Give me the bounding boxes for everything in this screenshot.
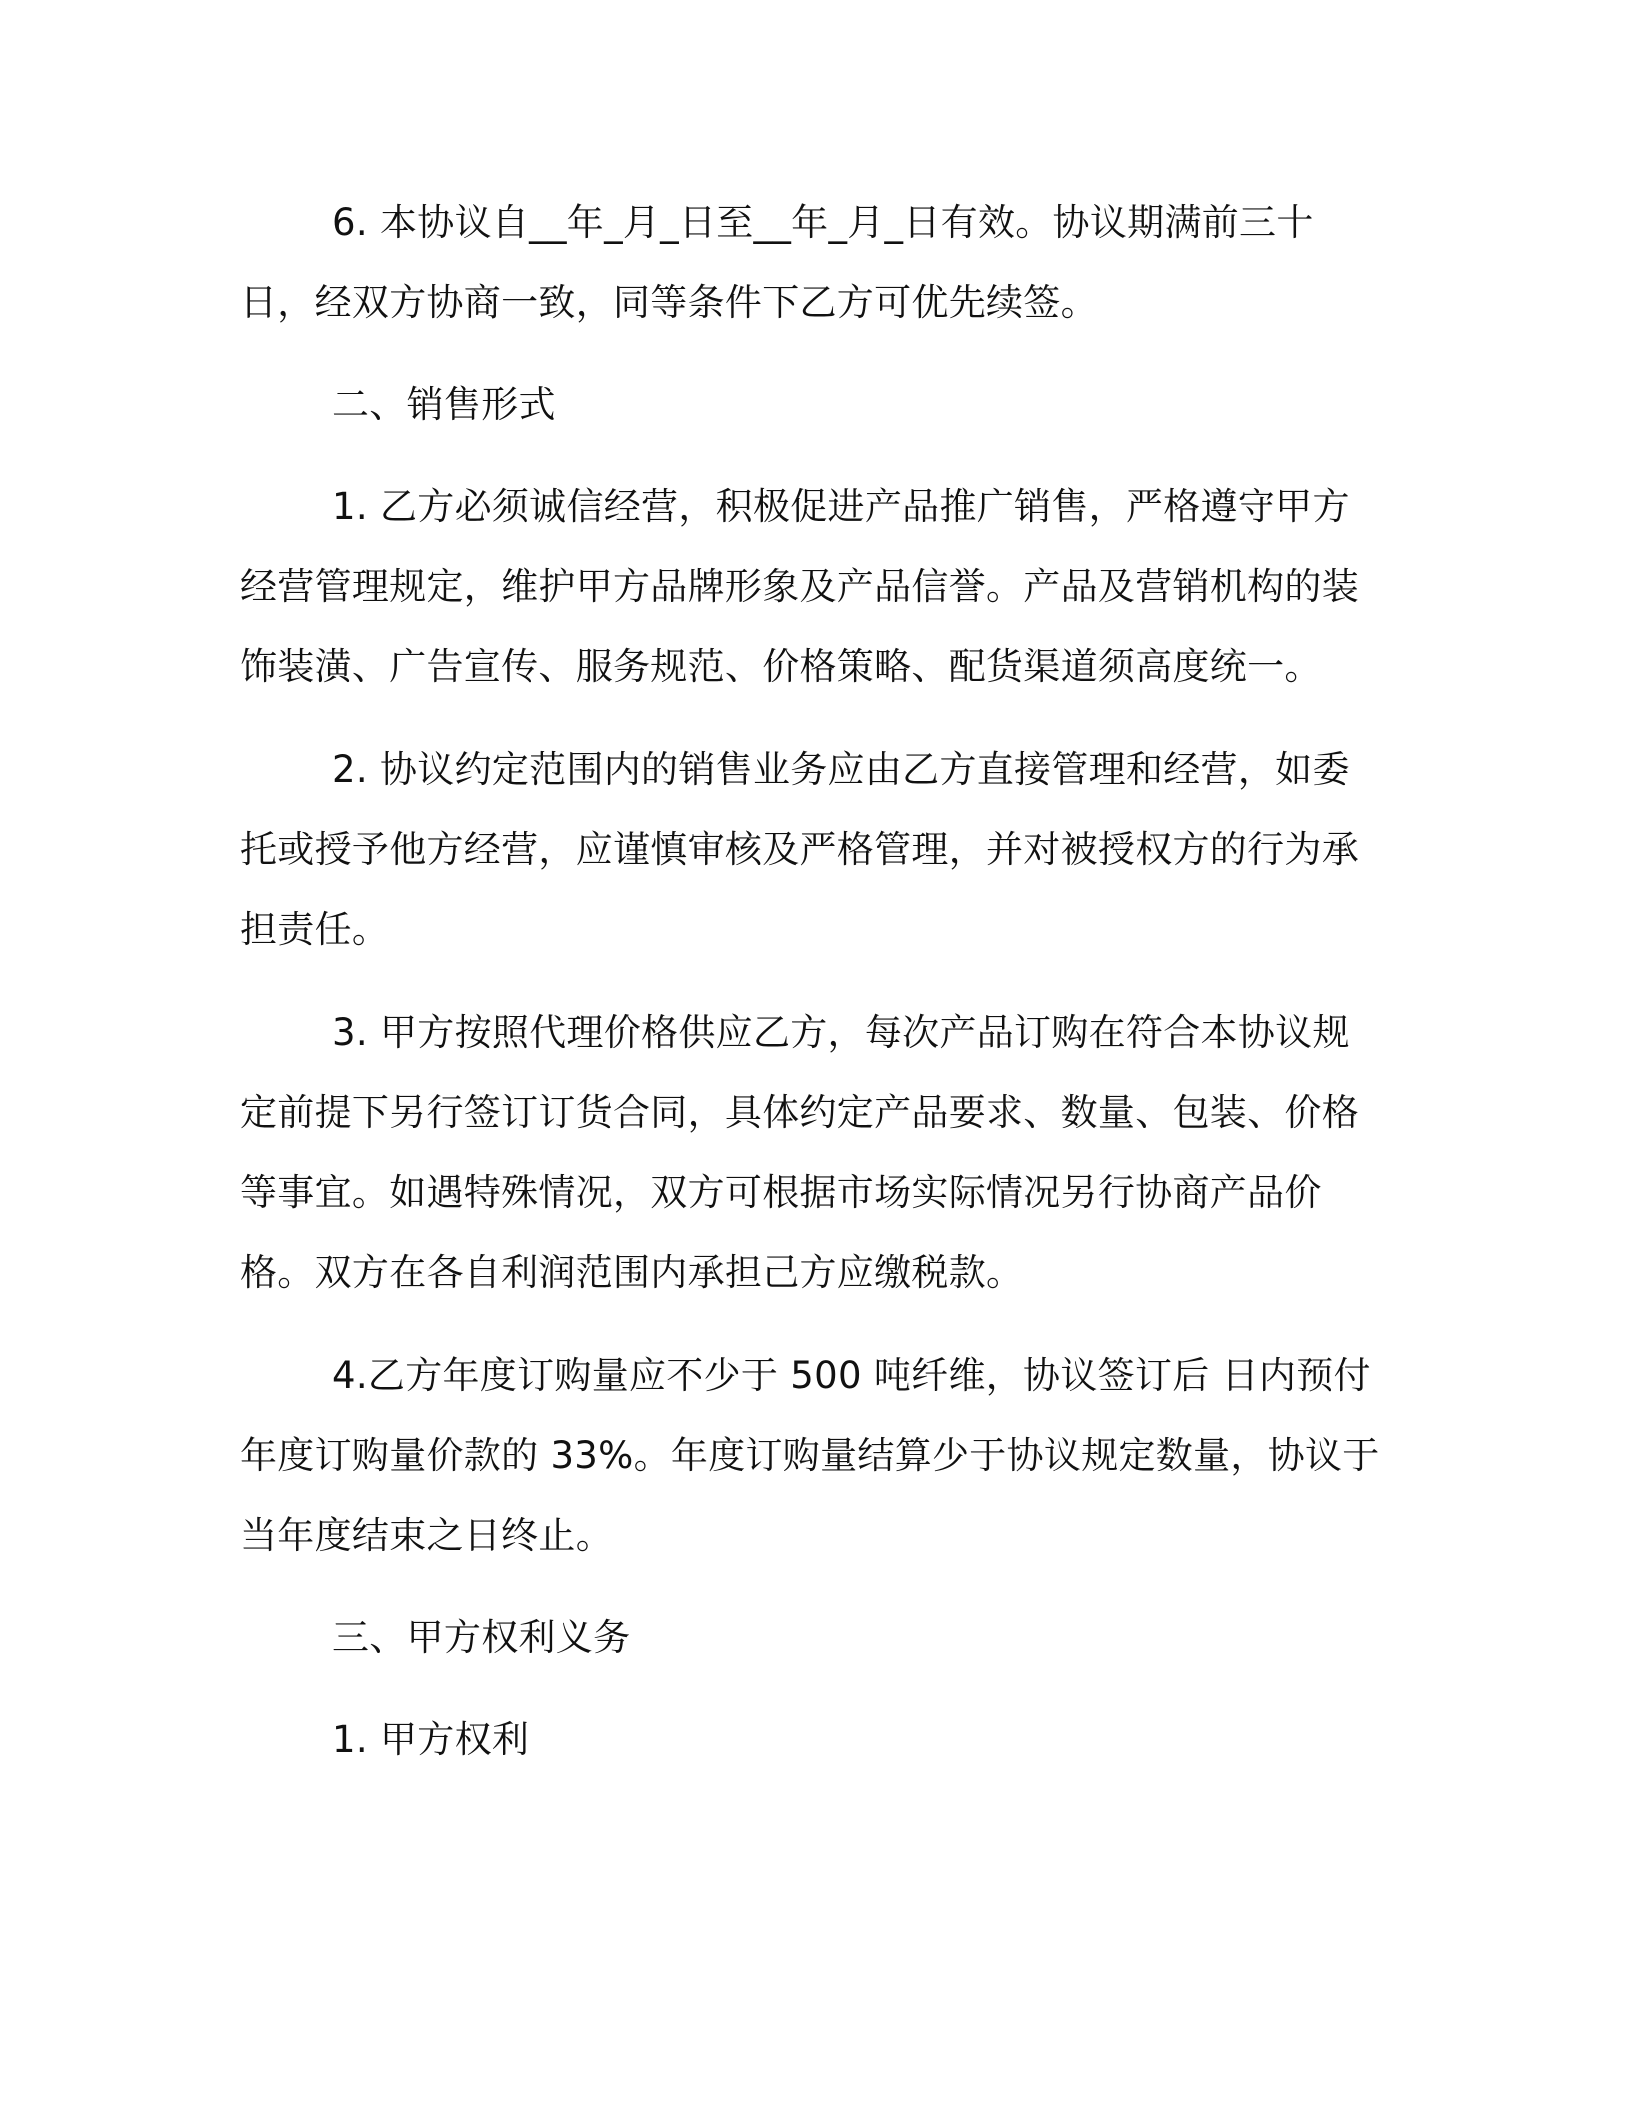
clause-6-paragraph: 6. 本协议自__年_月_日至__年_月_日有效。协议期满前三十日，经双方协商一致，同等条件下乙方可优先续签。 <box>240 201 1314 324</box>
section-3-heading: 三、甲方权利义务 <box>332 1616 631 1659</box>
document-body <box>240 183 1385 1780</box>
clause-2-1-paragraph: 1. 乙方必须诚信经营，积极促进产品推广销售，严格遵守甲方经营管理规定，维护甲方品牌形象及产品信誉。产品及营销机构的装饰装潢、广告宣传、服务规范、价格策略、配货渠道须高度统一。 <box>240 485 1359 688</box>
clause-2-3-paragraph: 3. 甲方按照代理价格供应乙方，每次产品订购在符合本协议规定前提下另行签订订货合同，具体约定产品要求、数量、包装、价格等事宜。如遇特殊情况，双方可根据市场实际情况另行协商产品价格。双方在各自利润范围内承担己方应缴税款。 <box>240 1011 1359 1294</box>
clause-3-1-heading: 1. 甲方权利 <box>332 1718 530 1761</box>
clause-2-4-paragraph: 4.乙方年度订购量应不少于 500 吨纤维，协议签订后 日内预付年度订购量价款的 33%。年度订购量结算少于协议规定数量，协议于当年度结束之日终止。 <box>240 1354 1380 1557</box>
clause-2-2-paragraph: 2. 协议约定范围内的销售业务应由乙方直接管理和经营，如委托或授予他方经营，应谨慎审核及严格管理，并对被授权方的行为承担责任。 <box>240 748 1359 951</box>
section-2-heading: 二、销售形式 <box>332 383 556 426</box>
